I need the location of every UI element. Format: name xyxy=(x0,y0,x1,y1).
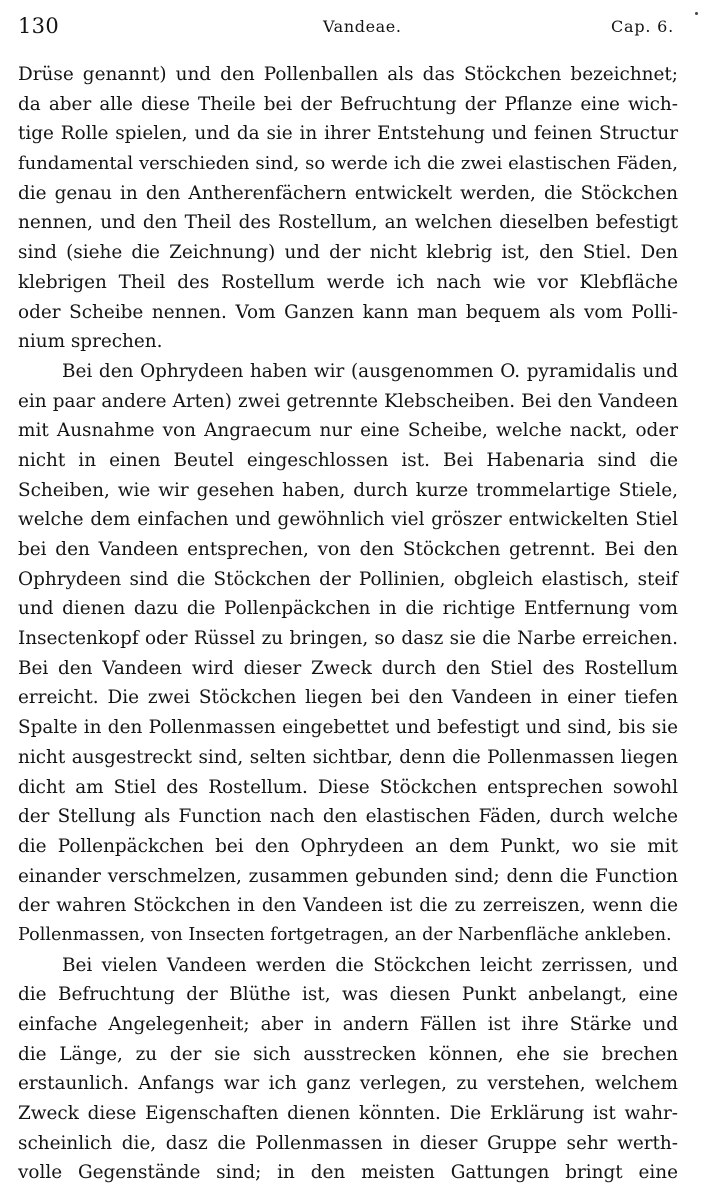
text-line: fundamental verschieden sind, so werde ich die zwei elastischen Fäden, xyxy=(18,153,678,175)
text-line: erstaunlich. Anfangs war ich ganz verlegen, zu verstehen, welchem xyxy=(18,1073,678,1095)
text-line: bei den Vandeen entsprechen, von den Stöckchen getrennt. Bei den xyxy=(18,539,678,560)
text-line: oder Scheibe nennen. Vom Ganzen kann man bequem als vom Polli- xyxy=(18,301,678,323)
text-line: dicht am Stiel des Rostellum. Diese Stöckchen entsprechen sowohl xyxy=(18,776,678,798)
running-head xyxy=(18,14,678,44)
text-line: die Befruchtung der Blüthe ist, was diesen Punkt anbelangt, eine xyxy=(18,984,678,1006)
text-line: nennen, und den Theil des Rostellum, an welchen dieselben befestigt xyxy=(18,212,678,234)
text-line: tige Rolle spielen, und da sie in ihrer Entstehung und feinen Structur xyxy=(18,123,678,145)
text-line: Ophrydeen sind die Stöckchen der Pollinien, obgleich elastisch, steif xyxy=(18,568,678,590)
text-line: der Stellung als Function nach den elastischen Fäden, durch welche xyxy=(18,806,678,828)
text-line: Bei den Ophrydeen haben wir (ausgenommen O. pyramidalis und xyxy=(62,360,678,382)
text-line: Insectenkopf oder Rüssel zu bringen, so dasz sie die Narbe erreichen. xyxy=(18,628,678,650)
page-number: 130 xyxy=(18,14,59,38)
text-line: Drüse genannt) und den Pollenballen als das Stöckchen bezeichnet; xyxy=(18,64,678,85)
text-line: Zweck diese Eigenschaften dienen könnten. Die Erklärung ist wahr- xyxy=(18,1103,678,1125)
text-line: und dienen dazu die Pollenpäckchen in die richtige Entfernung vom xyxy=(18,598,678,620)
text-line: erreicht. Die zwei Stöckchen liegen bei den Vandeen in einer tiefen xyxy=(18,687,678,709)
text-line: Scheiben, wie wir gesehen haben, durch kurze trommelartige Stiele, xyxy=(18,479,678,501)
margin-mark xyxy=(695,12,698,15)
section-title: Vandeae. xyxy=(323,17,402,36)
text-line: nicht ausgestreckt sind, selten sichtbar, denn die Pollenmassen liegen xyxy=(18,746,678,768)
text-line: nium sprechen. xyxy=(18,331,163,353)
text-line: die Pollenpäckchen bei den Ophrydeen an dem Punkt, wo sie mit xyxy=(18,835,678,857)
text-line: sind (siehe die Zeichnung) und der nicht klebrig ist, den Stiel. Den xyxy=(18,242,678,264)
text-line: mit Ausnahme von Angraecum nur eine Scheibe, welche nackt, oder xyxy=(18,420,678,442)
text-line: welche dem einfachen und gewöhnlich viel gröszer entwickelten Stiel xyxy=(18,509,678,531)
text-line: einander verschmelzen, zusammen gebunden sind; denn die Function xyxy=(18,865,678,887)
text-line: der wahren Stöckchen in den Vandeen ist die zu zerreiszen, wenn die xyxy=(18,895,678,917)
text-line: die Länge, zu der sie sich ausstrecken können, ehe sie brechen xyxy=(18,1043,678,1065)
text-line: nicht in einen Beutel eingeschlossen ist. Bei Habenaria sind die xyxy=(18,449,678,471)
text-line: scheinlich die, dasz die Pollenmassen in dieser Gruppe sehr werth- xyxy=(18,1132,678,1154)
text-line: die genau in den Antherenfächern entwickelt werden, die Stöckchen xyxy=(18,182,678,204)
text-line: volle Gegenstände sind; in den meisten Gattungen bringt eine xyxy=(18,1162,678,1184)
text-line: ein paar andere Arten) zwei getrennte Klebscheiben. Bei den Vandeen xyxy=(18,390,678,412)
text-line: da aber alle diese Theile bei der Befruchtung der Pflanze eine wich- xyxy=(18,93,678,115)
text-line: einfache Angelegenheit; aber in andern Fällen ist ihre Stärke und xyxy=(18,1014,678,1035)
chapter-label: Cap. 6. xyxy=(610,17,674,36)
text-line: Pollenmassen, von Insecten fortgetragen, an der Narbenfläche ankleben. xyxy=(18,924,672,945)
text-line: klebrigen Theil des Rostellum werde ich nach wie vor Klebfläche xyxy=(18,271,678,293)
text-line: Spalte in den Pollenmassen eingebettet und befestigt und sind, bis sie xyxy=(18,717,678,739)
text-line: Bei vielen Vandeen werden die Stöckchen leicht zerrissen, und xyxy=(62,954,678,976)
body-text xyxy=(18,60,678,1188)
text-line: Bei den Vandeen wird dieser Zweck durch den Stiel des Rostellum xyxy=(18,657,678,679)
